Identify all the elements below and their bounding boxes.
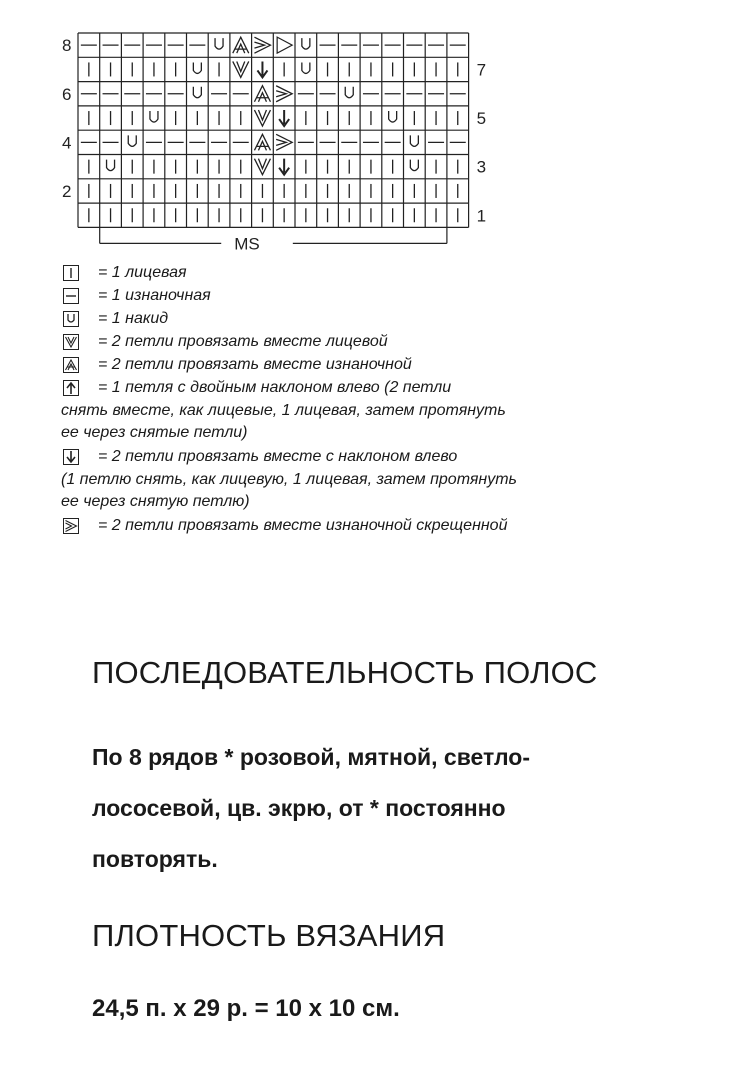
row-number: 2 [62,181,72,201]
legend-text: = 2 петли провязать вместе изнаночной скрещенной [98,517,508,534]
chart-cell-symbol [410,160,418,171]
chart-cell-symbol [410,135,418,146]
row-number: 6 [62,84,72,104]
stripe-sequence-heading: ПОСЛЕДОВАТЕЛЬНОСТЬ ПОЛОС [92,655,598,690]
legend-item-double-decrease [60,377,700,400]
row-number: 7 [476,60,487,80]
chart-cell-symbol [276,86,292,102]
legend-item-k2tog [60,331,700,354]
gauge-heading: ПЛОТНОСТЬ ВЯЗАНИЯ [92,918,446,953]
p2tog-symbol-icon [63,357,79,373]
legend-text: = 2 петли провязать вместе лицевой [98,333,388,350]
chart-cell-symbol [193,87,201,98]
up-arrow-icon [63,380,79,396]
paragraph-line: лососевой, цв. экрю, от * постоянно [92,795,506,821]
legend-text: = 1 изнаночная [98,287,211,304]
legend-continuation: (1 петлю снять, как лицевую, 1 лицевая, затем протянуть [61,471,517,488]
symbol-legend [60,262,700,538]
p2tog-tbl-symbol-icon [63,518,79,534]
gauge-value: 24,5 п. х 29 р. = 10 х 10 см. [92,995,400,1022]
legend-item-yarn-over [60,308,700,331]
chart-cell-symbol [389,111,397,122]
chart-cell-symbol [254,37,270,53]
paragraph-line: повторять. [92,846,218,872]
row-number: 5 [476,109,487,129]
chart-cell-symbol [279,159,289,175]
repeat-label: MS [234,234,260,254]
k2tog-symbol-icon [63,334,79,350]
chart-cell-symbol [254,134,270,150]
row-number: 1 [476,206,487,226]
chart-cell-symbol [254,159,270,175]
paragraph-line: По 8 рядов * розовой, мятной, светло- [92,744,530,770]
stripe-sequence-text [92,732,712,885]
legend-text: = 1 накид [98,310,169,327]
legend-continuation: ее через снятые петли) [61,424,248,441]
chart-cell-symbol [277,37,292,53]
chart-cell-symbol [345,87,353,98]
purl-symbol-icon [63,288,79,304]
knitting-chart [0,0,738,270]
chart-cell-symbol [257,61,267,77]
chart-cell-symbol [215,38,223,49]
chart-cell-symbol [254,110,270,126]
legend-continuation: снять вместе, как лицевые, 1 лицевая, затем протянуть [61,402,506,419]
chart-cell-symbol [128,135,136,146]
chart-cell-symbol [107,160,115,171]
knit-symbol-icon [63,265,79,281]
legend-item-purl [60,285,700,308]
legend-item-p2tog-tbl [60,515,700,538]
chart-cell-symbol [150,111,158,122]
legend-text: = 2 петли провязать вместе с наклоном влево [98,448,458,465]
chart-cell-symbol [276,134,292,150]
yarn-over-symbol-icon [63,311,79,327]
down-arrow-icon [63,449,79,465]
chart-cell-symbol [302,62,310,73]
chart-cell-symbol [193,62,201,73]
chart-cell-symbol [302,38,310,49]
legend-text: = 2 петли провязать вместе изнаночной [98,356,412,373]
legend-text: = 1 лицевая [98,264,187,281]
legend-item-p2tog [60,354,700,377]
row-number: 4 [62,133,72,153]
chart-cell-symbol [279,110,289,126]
chart-cell-symbol [254,86,270,102]
chart-cell-symbol [233,37,249,53]
chart-cell-symbol [233,61,249,77]
row-number: 3 [476,157,487,177]
row-number: 8 [62,36,72,56]
legend-continuation: ее через снятую петлю) [61,493,250,510]
legend-text: = 1 петля с двойным наклоном влево (2 петли [98,379,452,396]
legend-item-knit [60,262,700,285]
legend-item-ssk [60,446,700,469]
